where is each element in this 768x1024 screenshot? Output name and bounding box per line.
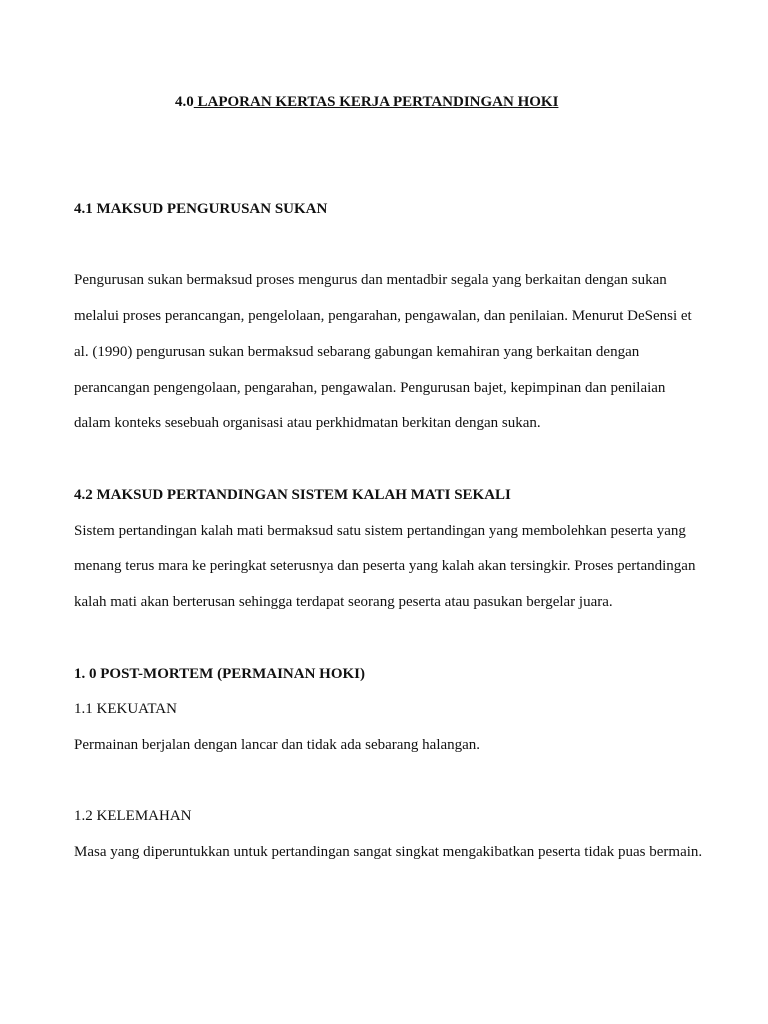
section-4-1-paragraph-line: melalui proses perancangan, pengelolaan, pengarahan, pengawalan, dan penilaian. Menurut DeSensi et <box>74 308 692 324</box>
section-4-2-paragraph-line: menang terus mara ke peringkat seterusnya dan peserta yang kalah akan tersingkir. Proses pertandingan <box>74 558 696 574</box>
section-4-1-paragraph-line: Pengurusan sukan bermaksud proses mengurus dan mentadbir segala yang berkaitan dengan sukan <box>74 272 667 288</box>
subsection-1-1-text: Permainan berjalan dengan lancar dan tidak ada sebarang halangan. <box>74 737 481 753</box>
document-title <box>175 93 558 111</box>
section-4-2-heading: 4.2 MAKSUD PERTANDINGAN SISTEM KALAH MATI SEKALI <box>74 487 511 503</box>
document-title-text: LAPORAN KERTAS KERJA PERTANDINGAN HOKI <box>193 94 559 110</box>
section-4-1-paragraph-line: al. (1990) pengurusan sukan bermaksud sebarang gabungan kemahiran yang berkaitan dengan <box>74 344 640 360</box>
section-4-1-paragraph-line: perancangan pengengolaan, pengarahan, pengawalan. Pengurusan bajet, kepimpinan dan penilaian <box>74 380 666 396</box>
section-4-2-paragraph-line: kalah mati akan berterusan sehingga terdapat seorang peserta atau pasukan bergelar juara. <box>74 594 613 610</box>
subsection-1-2-heading: 1.2 KELEMAHAN <box>74 808 192 824</box>
document-title-number: 4.0 <box>175 94 194 110</box>
section-4-1-heading: 4.1 MAKSUD PENGURUSAN SUKAN <box>74 201 328 217</box>
section-1-0-heading: 1. 0 POST-MORTEM (PERMAINAN HOKI) <box>74 666 365 682</box>
section-4-2-paragraph-line: Sistem pertandingan kalah mati bermaksud satu sistem pertandingan yang membolehkan peserta yang <box>74 523 686 539</box>
subsection-1-2-text: Masa yang diperuntukkan untuk pertandingan sangat singkat mengakibatkan peserta tidak puas bermain. <box>74 844 703 860</box>
subsection-1-1-heading: 1.1 KEKUATAN <box>74 701 177 717</box>
section-4-1-paragraph-line: dalam konteks sesebuah organisasi atau perkhidmatan berkitan dengan sukan. <box>74 415 541 431</box>
